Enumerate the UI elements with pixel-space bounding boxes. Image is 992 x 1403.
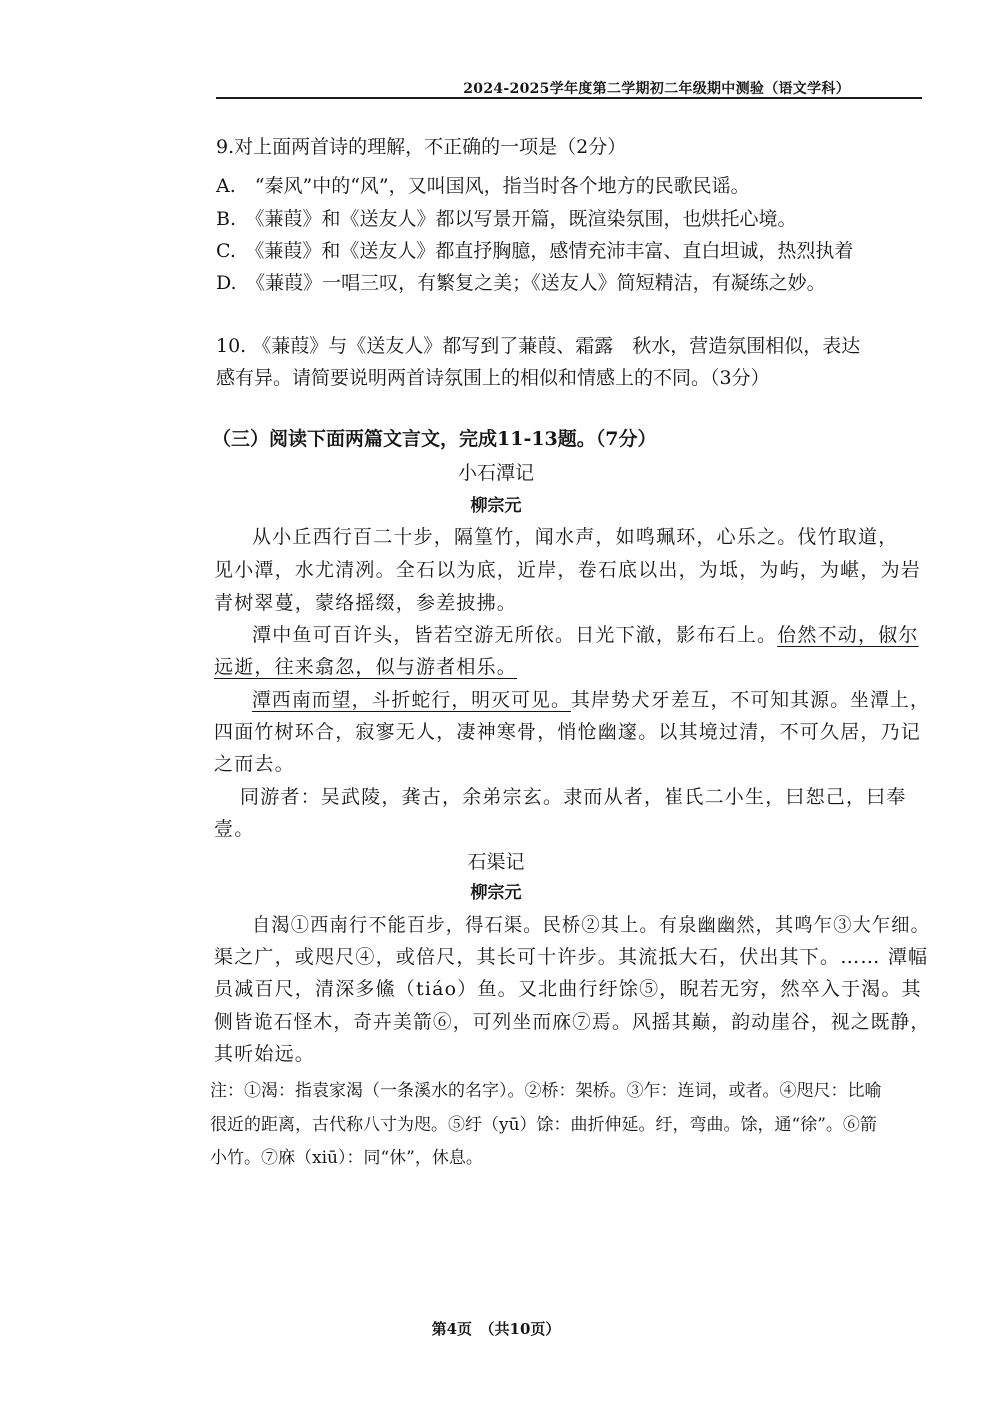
underlined-sentence: 佁然不动，俶尔: [777, 624, 919, 646]
passage-1-para-1-line-2: 见小潭，水尤清冽。全石以为底，近岸，卷石底以出，为坻，为屿，为嵁，为岩: [214, 559, 922, 581]
question-9-stem: 9.对上面两首诗的理解，不正确的一项是（2分）: [216, 136, 627, 158]
passage-2-line-1: 自渴①西南行不能百步，得石渠。民桥②其上。有泉幽幽然，其鸣乍③大乍细。: [252, 914, 931, 936]
passage-1-para-2-line-2: [214, 652, 517, 679]
notes-line-2: 很近的距离，古代称八寸为咫。⑤纡（yū）馀：曲折伸延。纡，弯曲。馀，通“徐”。⑥箭: [210, 1115, 877, 1135]
passage-1-para-4-line-2: 壹。: [214, 818, 255, 840]
passage-1-para-3-text: 其岸势犬牙差互，不可知其源。坐潭上，: [571, 689, 930, 711]
passage-2-line-2: 渠之广，或咫尺④，或倍尺，其长可十许步。其流抵大石，伏出其下。…… 潭幅: [214, 946, 929, 968]
question-10-line-1: 10. 《蒹葭》与《送友人》都写到了蒹葭、霜露 秋水，营造氛围相似，表达: [216, 335, 861, 357]
passage-1-title: 小石潭记: [457, 462, 534, 484]
question-10-line-2: 感有异。请简要说明两首诗氛围上的相似和情感上的不同。（3分）: [216, 367, 770, 389]
passage-1-para-1-line-1: 从小丘西行百二十步，隔篁竹，闻水声，如鸣珮环，心乐之。伐竹取道，: [252, 526, 899, 548]
page-header: [0, 72, 992, 100]
passage-1-author: 柳宗元: [470, 496, 522, 516]
question-9-option-a: A. “秦风”中的“风”，又叫国风，指当时各个地方的民歌民谣。: [216, 175, 750, 197]
passage-1-para-2-text: 潭中鱼可百许头，皆若空游无所依。日光下澈，影布石上。: [252, 624, 778, 646]
passage-2-line-5: 其听始远。: [214, 1043, 316, 1065]
underlined-sentence: 潭西南而望，斗折蛇行，明灭可见。: [252, 689, 572, 711]
notes-line-1: 注：①渴：指袁家渴（一条溪水的名字）。②桥：架桥。③乍：连词，或者。④咫尺：比喻: [210, 1081, 882, 1101]
passage-2-author: 柳宗元: [470, 883, 522, 903]
notes-line-3: 小竹。⑦庥（xiū）：同“休”，休息。: [210, 1148, 483, 1168]
passage-1-para-1-line-3: 青树翠蔓，蒙络摇缀，参差披拂。: [214, 592, 518, 614]
question-9-option-d: D. 《蒹葭》一唱三叹，有繁复之美；《送友人》简短精洁，有凝练之妙。: [216, 272, 826, 294]
passage-1-para-3-line-2: 四面竹树环合，寂寥无人，凄神寒骨，悄怆幽邃。以其境过清，不可久居，乃记: [214, 721, 922, 743]
question-9-option-c: C. 《蒹葭》和《送友人》都直抒胸臆，感情充沛丰富、直白坦诚，热烈执着: [216, 240, 854, 262]
underlined-sentence: 远逝，往来翕忽，似与游者相乐。: [214, 656, 518, 678]
passage-2-line-3: 员减百尺，清深多鯈（tiáo）鱼。又北曲行纡馀⑤，睨若无穷，然卒入于渴。其: [214, 978, 922, 1000]
passage-1-para-3-line-1: [252, 685, 930, 712]
exam-title: 2024-2025学年度第二学期初二年级期中测验（语文学科）: [463, 81, 850, 97]
section-3-heading: （三）阅读下面两篇文言文，完成11-13题。（7分）: [212, 428, 657, 450]
question-9-option-b: B. 《蒹葭》和《送友人》都以写景开篇，既渲染氛围，也烘托心境。: [216, 208, 797, 230]
passage-1-para-2-line-1: [252, 620, 919, 647]
header-rule: [216, 97, 922, 99]
passage-2-line-4: 侧皆诡石怪木，奇卉美箭⑥，可列坐而庥⑦焉。风摇其巅，韵动崖谷，视之既静，: [214, 1011, 931, 1033]
page-number: 第4页 （共10页）: [431, 1320, 561, 1338]
passage-1-para-4-line-1: 同游者：吴武陵，龚古，余弟宗玄。隶而从者，崔氏二小生，曰恕己，曰奉: [240, 786, 907, 808]
passage-1-para-3-line-3: 之而去。: [214, 753, 295, 775]
passage-2-title: 石渠记: [467, 851, 525, 873]
